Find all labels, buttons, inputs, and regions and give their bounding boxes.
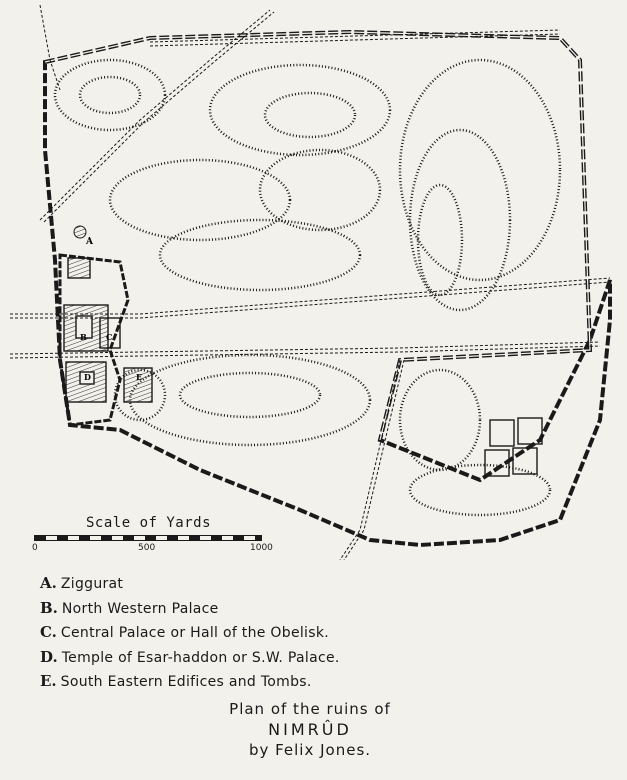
- scale-of-yards: [30, 515, 273, 565]
- structure-label-d: D: [84, 372, 91, 382]
- structure-label-c: C: [106, 332, 113, 342]
- legend: [40, 572, 340, 695]
- scale-tick-0: 0: [32, 543, 38, 553]
- palace-plans: [64, 258, 542, 476]
- scale-tick-1000: 1000: [250, 543, 273, 553]
- scale-tick-500: 500: [138, 543, 156, 553]
- title-line-1: Plan of the ruins of: [229, 700, 391, 718]
- legend-item-b: B. North Western Palace: [40, 598, 219, 617]
- structure-label-b: B: [80, 332, 87, 342]
- scale-title: Scale of Yards: [86, 515, 212, 531]
- structure-label-e: E: [136, 372, 143, 382]
- scale-bar: [34, 535, 262, 541]
- legend-item-e: E. South Eastern Edifices and Tombs.: [40, 672, 312, 690]
- map-title-block: [180, 700, 440, 759]
- title-line-3: by Felix Jones.: [248, 741, 372, 759]
- title-line-2: NIMRÛD: [268, 720, 352, 739]
- legend-item-a: A. Ziggurat: [40, 574, 124, 592]
- legend-item-c: C. Central Palace or Hall of the Obelisk.: [40, 623, 329, 641]
- ziggurat-label: A: [86, 237, 93, 247]
- legend-item-d: D. Temple of Esar-haddon or S.W. Palace.: [40, 647, 340, 666]
- ziggurat-marker: [74, 226, 86, 238]
- road-lines: [10, 5, 610, 560]
